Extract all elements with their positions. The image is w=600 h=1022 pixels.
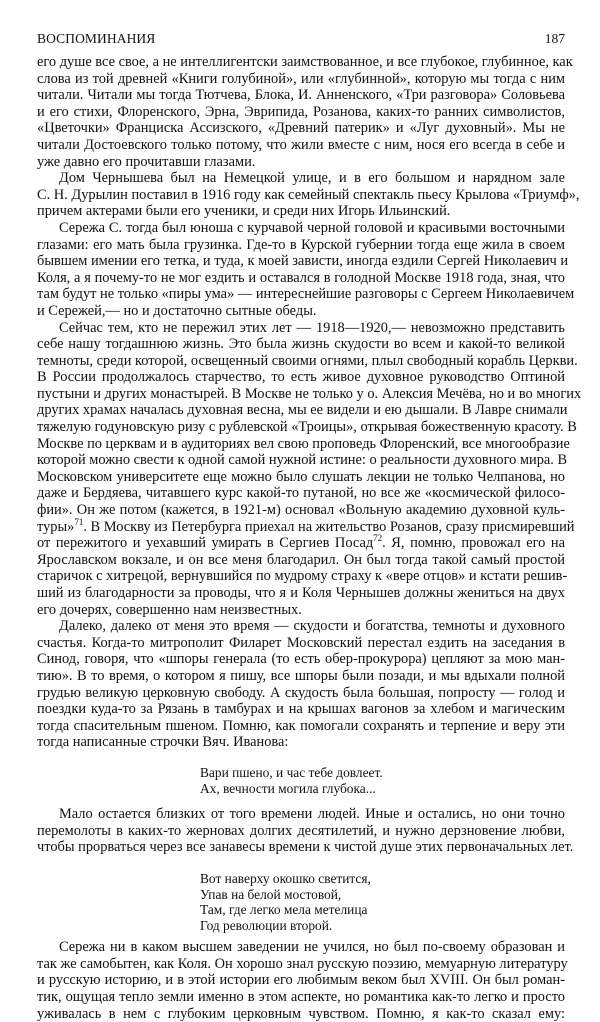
text-line: Москве по церквам и в аудиториях вел свою проповедь Флоренский, все многообразие — [37, 435, 570, 452]
text-segment: . Я, помню, провожал его на — [382, 535, 565, 552]
text-segment: туры» — [37, 518, 75, 535]
paragraph — [37, 54, 573, 170]
text-line: читали Достоевского только потому, что жили вместе с ним, нося его всегда в себе и — [37, 136, 565, 153]
footnote-ref[interactable]: 72 — [373, 533, 383, 544]
text-line: тик, ощущая тепло земли именно в этом аспекте, но романтика как-то легко и просто — [37, 989, 565, 1006]
paragraph — [37, 939, 568, 1022]
text-line: тогда спасительным пшеном. Помню, как помогали сохранять и терпение и веру эти — [37, 717, 565, 734]
text-line: Московском университете еще можно было слушать лекции не только Челпанова, но — [37, 468, 565, 485]
text-line — [37, 535, 565, 552]
text-line: поездки куда-то за Рязань в тамбурах и на крышах вагонов за хлебом и магическим — [37, 701, 565, 718]
text-segment: . В Москву из Петербурга приехал на жительство Розанов, сразу присмиревший — [83, 518, 575, 535]
text-line: там будут не только «пиры ума» — интереснейшие разговоры с Сергеем Николаевичем — [37, 286, 575, 303]
text-line: перемолоты в каких-то жерновах долгих десятилетий, и нужно дерзновение любви, — [37, 822, 565, 839]
text-line: себе нашу тогдашнюю жизнь. Это была жизнь скудости во всем и какой-то великой — [37, 336, 565, 353]
text-line: и его стихи, Флоренского, Эрна, Эврипида, Розанова, каких-то ранних символистов, — [37, 103, 565, 120]
poem-quote — [200, 765, 565, 796]
text-line: счастья. Когда-то митрополит Филарет Московский перестал ездить на заседания в — [37, 634, 565, 651]
poem-quote — [200, 871, 565, 933]
text-line: пустыни и других монастырей. В Москве не только у о. Алексия Мечёва, но и во многих — [37, 385, 582, 402]
text-line: читали. Читали мы тогда Тютчева, Блока, И. Анненского, «Три разговора» Соловьева — [37, 87, 565, 104]
text-line: темноты, среди которой, освещенный своими огнями, плыл свободный корабль Церкви. — [37, 352, 578, 369]
text-line: Далеко, далеко от меня это время — скудости и богатства, темноты и духовного — [59, 618, 565, 635]
text-line: тию». В то время, о котором я пишу, все шпоры были позади, и мы вдыхали полной — [37, 667, 565, 684]
text-line — [37, 516, 575, 536]
text-line: Сережа С. тогда был юноша с курчавой черной головой и красивыми восточными — [59, 219, 565, 236]
text-line: Год революции второй. — [200, 917, 333, 933]
text-line: Вот наверху окошко светится, — [200, 870, 371, 886]
text-line: С. Н. Дурылин поставил в 1916 году как семейный спектакль пьесу Крылова «Триумф», — [37, 186, 580, 203]
text-line: грудью великую церковную свободу. А скудость была большая, попросту — голод и — [37, 684, 565, 701]
paragraph — [37, 319, 582, 619]
text-line: Коля, а я почему-то не мог ездить и оставался в голодной Москве 1918 года, зная, что — [37, 269, 565, 286]
text-line: Мало остается близких от того времени людей. Иные и остались, но они точно — [59, 806, 565, 823]
text-segment: от пережитого и уехавший умирать в Сергиев Посад — [37, 535, 374, 552]
text-line: других храмах началась духовная весна, мы ее видели и ею дышали. В Лавре снимали — [37, 402, 568, 419]
page-number: 187 — [544, 31, 565, 46]
text-line: так же самобытен, как Коля. Он хорошо знал русскую поэзию, мемуарную литературу — [37, 955, 568, 972]
text-line: «Цветочки» Франциска Ассизского, «Древний патерик» и «Луг духовный». Мы не — [37, 120, 565, 137]
text-line: Ах, вечности могила глубока... — [200, 780, 376, 796]
text-line: которой можно свести к одной самой нужной истине: о реальности духовного мира. В — [37, 452, 568, 469]
text-line: Синод, говоря, что «шпоры генерала (то есть обер-прокурора) цепляют за мою ман- — [37, 651, 565, 668]
running-title: ВОСПОМИНАНИЯ — [37, 31, 156, 46]
text-line: Сережа ни в каком высшем заведении не учился, но был по-своему образован и — [59, 939, 565, 956]
text-line: старичок с хитрецой, вернувшийся по мудрому страху к «вере отцов» и кстати решив- — [37, 568, 568, 585]
text-line: и русскую историю, и в этой истории его любимым веком был XVIII. Он был роман- — [37, 972, 565, 989]
text-line: и Сережей,— но и достаточно сытные обеды. — [37, 302, 317, 319]
text-line: глазами: его мать была грузинка. Где-то в Курской губернии тогда еще жила в своем — [37, 236, 565, 253]
text-line: Ярославском вокзале, и он все меня благодарил. Он был тогда такой самый простой — [37, 551, 565, 568]
text-line: ший из благодарности за проводы, что я и Коля Чернышев должны жениться на двух — [37, 585, 565, 601]
paragraph — [37, 806, 574, 856]
text-line: бывшем имении его тетка, и туда, к моей зависти, иногда ездили Сергей Николаевич и — [37, 253, 569, 270]
text-line: Сейчас тем, кто не пережил этих лет — 1918—1920,— невозможно представить — [59, 319, 565, 336]
text-line: фии». Он же потом (кажется, в 1921-м) основал «Вольную академию духовной куль- — [37, 502, 565, 519]
paragraph — [37, 170, 580, 220]
text-line: чтобы прорваться через все занавесы времени к чистой душе этих первоначальных лет. — [37, 839, 574, 856]
text-line: Там, где легко мела метелица — [200, 902, 368, 918]
text-line: слова из той древней «Книги голубиной», или «глубинной», которую мы тогда с ним — [37, 70, 565, 87]
text-line: Вари пшено, и час тебе довлеет. — [200, 764, 383, 780]
text-line: уже давно его прочитавши глазами. — [37, 153, 256, 170]
text-line: его дочерях, совершенно нам неизвестных. — [37, 601, 302, 618]
running-header — [37, 31, 565, 49]
text-line: Упав на белой мостовой, — [200, 886, 342, 902]
text-line: его душе все свое, а не интеллигентски заимствованное, и все глубокое, глубинное, как — [37, 54, 573, 70]
text-line: уживалась в нем с глубоким церковным чувством. Помню, я как-то сказал ему: — [37, 1005, 565, 1022]
footnote-ref[interactable]: 71 — [74, 516, 84, 527]
paragraph — [37, 618, 565, 751]
text-line: В России продолжалось старчество, то есть живое духовное руководство Оптиной — [37, 369, 565, 386]
page-body — [37, 54, 582, 1022]
paragraph — [37, 219, 575, 320]
text-line: даже и Бердяева, читавшего курс какой-то путаной, но все же «космической филосо- — [37, 485, 565, 502]
text-line: Дом Чернышева был на Немецкой улице, и в его большом и нарядном зале — [59, 170, 565, 187]
text-line: тогда написанные строчки Вяч. Иванова: — [37, 734, 289, 751]
text-line: тяжелую годуновскую ризу с рублевской «Троицы», открывая божественную красоту. В — [37, 419, 577, 436]
text-line: причем актерами были его ученики, и среди них Игорь Ильинский. — [37, 203, 451, 220]
